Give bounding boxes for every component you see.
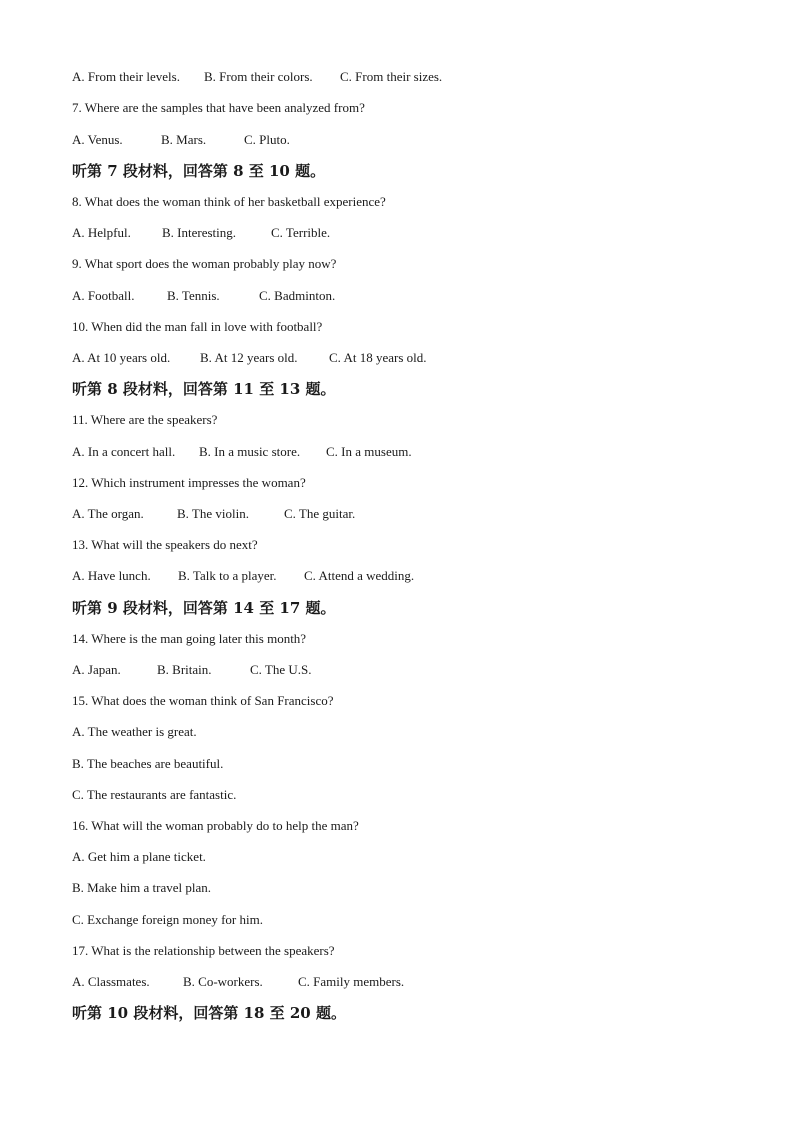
option-a: A. Classmates. xyxy=(72,974,150,989)
section-heading-10: 听第 10 段材料，回答第 18 至 20 题。 xyxy=(72,1004,346,1022)
options-row xyxy=(72,288,335,304)
option-c: C. The restaurants are fantastic. xyxy=(72,787,237,802)
question-17: 17. What is the relationship between the speakers? xyxy=(72,943,335,958)
option-b: B. Make him a travel plan. xyxy=(72,880,211,895)
options-row xyxy=(72,974,404,990)
option-b: B. From their colors. xyxy=(204,69,313,84)
option-b: B. Britain. xyxy=(157,662,212,677)
section-heading-8: 听第 8 段材料，回答第 11 至 13 题。 xyxy=(72,380,336,398)
question-12: 12. Which instrument impresses the woman? xyxy=(72,475,306,490)
options-row xyxy=(72,69,442,85)
option-a: A. Japan. xyxy=(72,662,121,677)
option-c: C. Pluto. xyxy=(244,132,290,147)
option-b: B. In a music store. xyxy=(199,444,301,459)
question-7: 7. Where are the samples that have been analyzed from? xyxy=(72,100,365,115)
options-row xyxy=(72,225,330,241)
option-c: C. Terrible. xyxy=(271,225,331,240)
option-c: C. At 18 years old. xyxy=(329,350,427,365)
question-11: 11. Where are the speakers? xyxy=(72,412,218,427)
option-a: A. Football. xyxy=(72,288,135,303)
option-c: C. Badminton. xyxy=(259,288,336,303)
option-b: B. Talk to a player. xyxy=(178,568,277,583)
option-b: B. Tennis. xyxy=(167,288,220,303)
option-a: A. At 10 years old. xyxy=(72,350,171,365)
option-a: A. From their levels. xyxy=(72,69,180,84)
question-8: 8. What does the woman think of her basketball experience? xyxy=(72,194,386,209)
option-c: C. From their sizes. xyxy=(340,69,443,84)
options-row xyxy=(72,132,290,148)
option-a: A. The weather is great. xyxy=(72,724,197,739)
option-b: B. The violin. xyxy=(177,506,249,521)
option-b: B. Co-workers. xyxy=(183,974,263,989)
section-heading-9: 听第 9 段材料，回答第 14 至 17 题。 xyxy=(72,599,336,617)
option-b: B. The beaches are beautiful. xyxy=(72,756,224,771)
question-13: 13. What will the speakers do next? xyxy=(72,537,258,552)
option-c: C. The guitar. xyxy=(284,506,356,521)
options-row xyxy=(72,350,427,366)
question-15: 15. What does the woman think of San Francisco? xyxy=(72,693,334,708)
question-9: 9. What sport does the woman probably play now? xyxy=(72,256,337,271)
section-heading-7: 听第 7 段材料，回答第 8 至 10 题。 xyxy=(72,162,326,180)
option-c: C. Attend a wedding. xyxy=(304,568,415,583)
options-row xyxy=(72,662,312,678)
option-c: C. Exchange foreign money for him. xyxy=(72,912,263,927)
option-a: A. Venus. xyxy=(72,132,123,147)
option-c: C. Family members. xyxy=(298,974,405,989)
option-c: C. In a museum. xyxy=(326,444,412,459)
option-a: A. Get him a plane ticket. xyxy=(72,849,206,864)
option-b: B. Interesting. xyxy=(162,225,237,240)
question-14: 14. Where is the man going later this month? xyxy=(72,631,307,646)
question-10: 10. When did the man fall in love with football? xyxy=(72,319,323,334)
option-a: A. Have lunch. xyxy=(72,568,151,583)
option-a: A. The organ. xyxy=(72,506,144,521)
options-row xyxy=(72,568,414,584)
options-row xyxy=(72,444,412,460)
option-b: B. Mars. xyxy=(161,132,207,147)
option-a: A. Helpful. xyxy=(72,225,131,240)
question-16: 16. What will the woman probably do to help the man? xyxy=(72,818,359,833)
option-c: C. The U.S. xyxy=(250,662,312,677)
options-row xyxy=(72,506,355,522)
option-a: A. In a concert hall. xyxy=(72,444,176,459)
option-b: B. At 12 years old. xyxy=(200,350,298,365)
